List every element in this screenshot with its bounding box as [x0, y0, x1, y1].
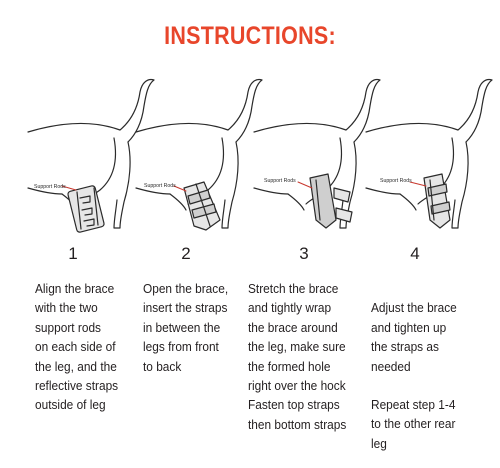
step-1-number: 1 [68, 244, 78, 263]
step-4-number: 4 [410, 244, 420, 263]
support-rods-label: Support Rods [380, 178, 412, 184]
support-rods-label: Support Rods [144, 183, 176, 189]
step-3-number: 3 [299, 244, 309, 263]
dog-leg-brace-2 [136, 70, 256, 250]
dog-leg-brace-1 [28, 70, 148, 250]
step-4-block [371, 279, 457, 468]
step-4-text: Adjust the brace and tighten up the straps as needed [371, 300, 457, 374]
support-rods-label: Support Rods [34, 184, 66, 190]
step-3-text: Stretch the brace and tightly wrap the brace around the leg, make sure the formed hole right over the hock Fasten top straps then bottom straps [248, 281, 347, 432]
dog-leg-brace-4 [366, 70, 486, 250]
step-1-illustration [28, 70, 148, 250]
step-3-illustration [254, 70, 374, 250]
step-4-illustration [366, 70, 486, 250]
support-rods-label: Support Rods [264, 178, 296, 184]
step-2-illustration [136, 70, 256, 250]
step-2-text: Open the brace, insert the straps in between the legs from front to back [143, 281, 229, 374]
dog-leg-brace-3 [254, 70, 374, 250]
step-4-repeat-text: Repeat step 1-4 to the other rear leg [371, 397, 456, 451]
step-2-number: 2 [181, 244, 191, 263]
page-title: INSTRUCTIONS: [164, 22, 336, 50]
step-1-text: Align the brace with the two support rods on each side of the leg, and the reflective straps outside of leg [35, 281, 119, 413]
